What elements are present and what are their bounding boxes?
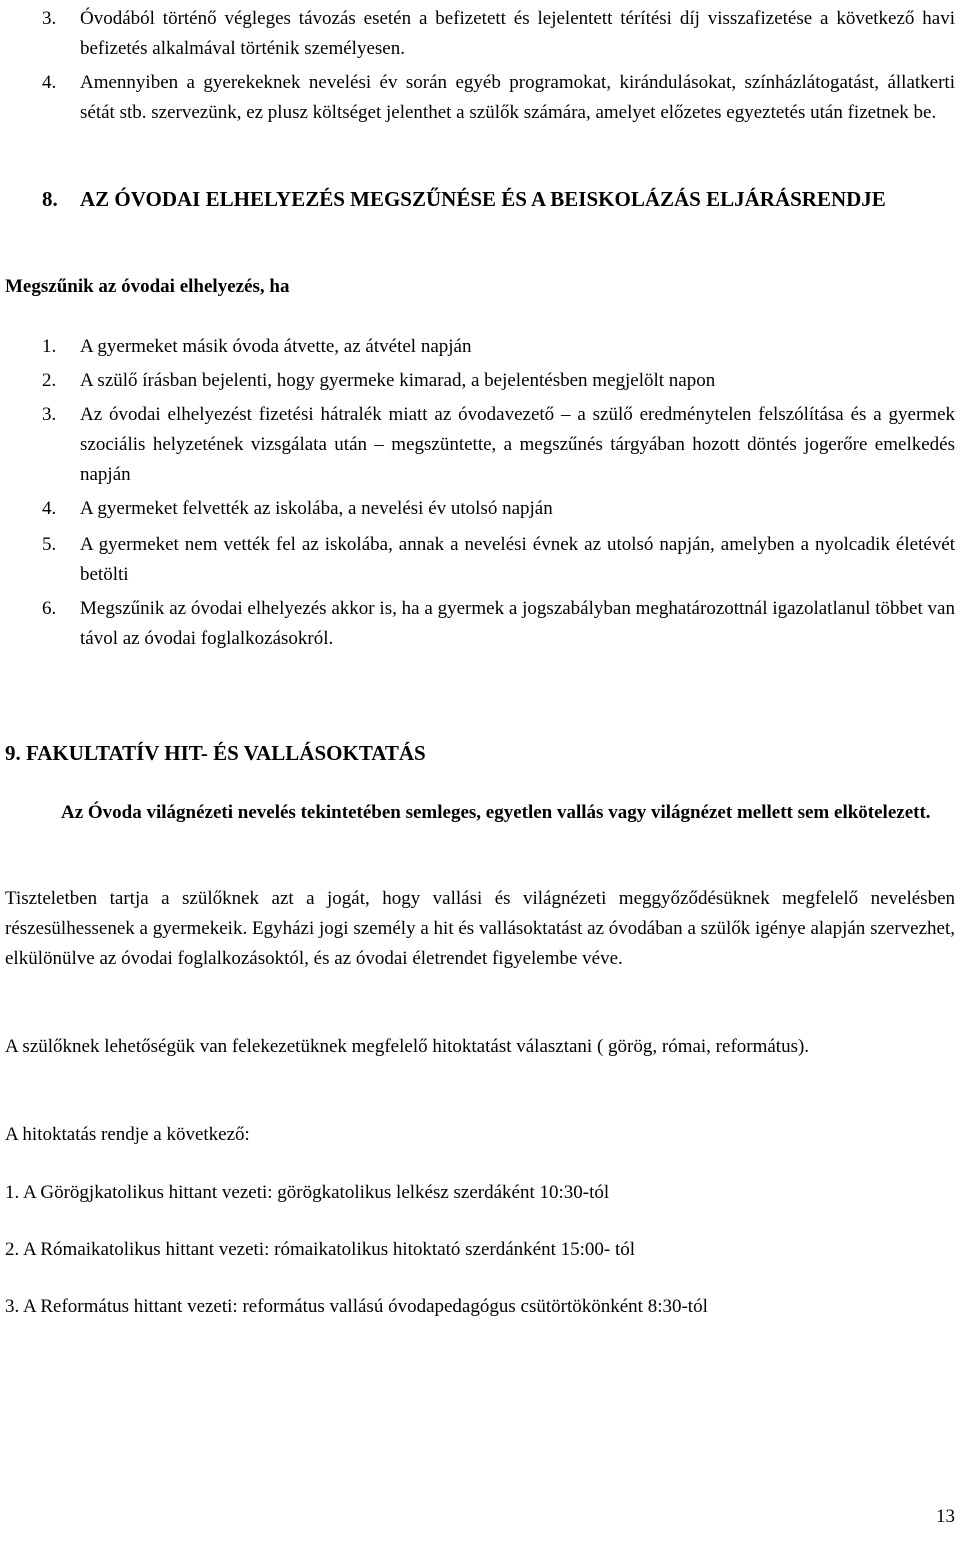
- list-item: [42, 366, 955, 396]
- list-text: A szülő írásban bejelenti, hogy gyermeke kimarad, a bejelentésben megjelölt napon: [80, 370, 716, 391]
- section-number: 8.: [42, 187, 58, 211]
- page-number: 13: [936, 1506, 955, 1527]
- list-item: [42, 400, 955, 490]
- list-number: 2.: [42, 370, 57, 391]
- schedule-item: 1. A Görögjkatolikus hittant vezeti: görögkatolikus lelkész szerdáként 10:30-tól: [5, 1182, 610, 1203]
- list-item: [42, 4, 955, 64]
- list-number: 4.: [42, 498, 57, 519]
- list-text: Amennyiben a gyerekeknek nevelési év során egyéb programokat, kirándulásokat, színházlátogatást, állatkerti sétát stb. szervezünk, ez plusz költséget jelenthet a szülők számára, amelyet előzetes egyeztetés után fizetnek be.: [80, 72, 955, 123]
- list-number: 3.: [42, 404, 57, 425]
- section-subtitle: Megszűnik az óvodai elhelyezés, ha: [5, 276, 290, 297]
- list-text: A gyermeket másik óvoda átvette, az átvétel napján: [80, 336, 472, 357]
- paragraph: A hitoktatás rendje a következő:: [5, 1124, 250, 1145]
- list-text: Óvodából történő végleges távozás esetén a befizetett és lejelentett térítési díj visszafizetése a következő havi befizetés alkalmával történik személyesen.: [80, 8, 955, 59]
- list-text: A gyermeket nem vették fel az iskolába, annak a nevelési évnek az utolsó napján, amelyben a nyolcadik életévét betölti: [80, 534, 955, 585]
- schedule-item: 2. A Rómaikatolikus hittant vezeti: rómaikatolikus hitoktató szerdánként 15:00- tól: [5, 1239, 636, 1260]
- list-item: [42, 332, 955, 362]
- list-text: Az óvodai elhelyezést fizetési hátralék miatt az óvodavezető – a szülő eredménytelen felszólítása és a gyermek szociális helyzetének vizsgálata után – megszüntette, a megszűnés tárgyában hozott döntés jogerőre emelkedés napján: [80, 404, 955, 485]
- list-item: [42, 594, 955, 654]
- section-8-heading: [42, 184, 955, 214]
- list-number: 4.: [42, 72, 57, 93]
- list-number: 6.: [42, 598, 57, 619]
- list-text: A gyermeket felvették az iskolába, a nevelési év utolsó napján: [80, 498, 553, 519]
- paragraph: A szülőknek lehetőségük van felekezetüknek megfelelő hitoktatást választani ( görög, római, református).: [5, 1036, 810, 1057]
- list-item: [42, 494, 955, 524]
- schedule-item: 3. A Református hittant vezeti: református vallású óvodapedagógus csütörtökönként 8:30-tól: [5, 1296, 708, 1317]
- list-item: [42, 68, 955, 128]
- section-title: AZ ÓVODAI ELHELYEZÉS MEGSZŰNÉSE ÉS A BEISKOLÁZÁS ELJÁRÁSRENDJE: [80, 187, 886, 211]
- paragraph: Tiszteletben tartja a szülőknek azt a jogát, hogy vallási és világnézeti meggyőződésüknek megfelelő nevelésben részesülhessenek a gyermekeik. Egyházi jogi személy a hit és vallásoktatást az óvodában a szülők igénye alapján szervezhet, elkülönülve az óvodai foglalkozásoktól, és az óvodai életrendet figyelembe véve.: [5, 888, 955, 969]
- list-number: 3.: [42, 8, 57, 29]
- list-item: [42, 530, 955, 590]
- list-text: Megszűnik az óvodai elhelyezés akkor is, ha a gyermek a jogszabályban meghatározottnál igazolatlanul többet van távol az óvodai foglalkozásokról.: [80, 598, 955, 649]
- section-9-heading: 9. FAKULTATÍV HIT- ÉS VALLÁSOKTATÁS: [5, 741, 426, 765]
- list-number: 5.: [42, 534, 57, 555]
- section-lead: Az Óvoda világnézeti nevelés tekintetében semleges, egyetlen vallás vagy világnézet mellett sem elkötelezett.: [61, 802, 931, 823]
- list-number: 1.: [42, 336, 57, 357]
